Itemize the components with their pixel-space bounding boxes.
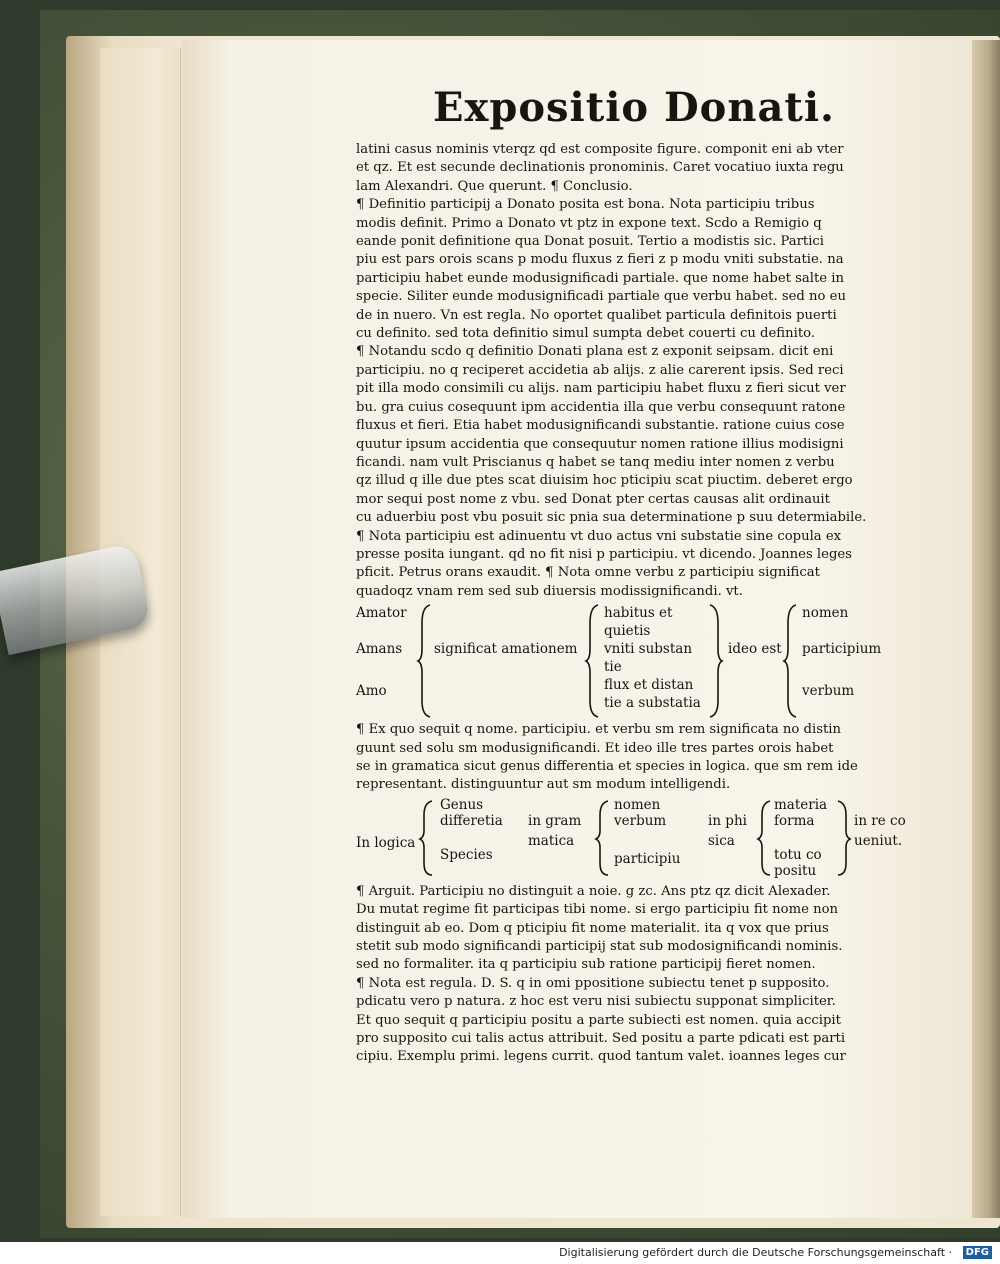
- text-line: cu aduerbiu post vbu posuit sic pnia sua determinatione p suu determiabile.: [356, 510, 867, 526]
- brace: [782, 603, 802, 719]
- paragraph: [356, 196, 912, 343]
- text-line: ¶ Definitio participij a Donato posita est bona. Nota participiu tribus: [356, 197, 815, 213]
- text-line: bu. gra cuius cosequunt ipm accidentia illa que verbu consequunt ratone: [356, 399, 846, 415]
- text-line: ¶ Notandu scdo q definitio Donati plana est z exponit seipsam. dicit eni: [356, 344, 834, 360]
- diagram-term: totu co: [774, 846, 822, 863]
- dfg-logo: DFG: [963, 1246, 992, 1259]
- paragraph: [356, 141, 912, 196]
- diagram-term: Genus: [440, 796, 484, 813]
- text-line: latini casus nominis vterqz qd est composite figure. componit eni ab vter: [356, 142, 844, 157]
- text-line: quadoqz vnam rem sed sub diuersis modissignificandi. vt.: [356, 583, 743, 599]
- text-line: Du mutat regime fit participas tibi nome. si ergo participiu fit nome non: [356, 902, 839, 918]
- diagram-term: tie a substatia: [604, 695, 701, 712]
- text-line: guunt sed solu sm modusignificandi. Et ideo ille tres partes orois habet: [356, 740, 834, 756]
- brace: [584, 603, 604, 719]
- text-line: representant. distinguuntur aut sm modum intelligendi.: [356, 777, 731, 793]
- diagram-term: significat amationem: [434, 641, 578, 658]
- text-line: distinguit ab eo. Dom q pticipiu fit nome materialit. ita q vox que prius: [356, 920, 829, 936]
- text-line: cu definito. sed tota definitio simul sumpta debet couerti cu definito.: [356, 326, 816, 342]
- paragraph: [356, 721, 912, 795]
- diagram-term: flux et distan: [604, 677, 694, 694]
- diagram-amator: [356, 601, 912, 721]
- footer-credit: Digitalisierung gefördert durch die Deutsche Forschungsgemeinschaft ·: [559, 1246, 952, 1259]
- text-line: modis definit. Primo a Donato vt ptz in expone text. Scdo a Remigio q: [356, 215, 822, 231]
- diagram-term: in phi: [708, 812, 747, 829]
- text-line: qz illud q ille due ptes scat diuisim hoc pticipiu scat piuctim. deberet ergo: [356, 473, 853, 489]
- text-line: participiu habet eunde modusignificadi partiale. que nome habet salte in: [356, 270, 845, 286]
- diagram-term: matica: [528, 832, 575, 849]
- text-line: ¶ Ex quo sequit q nome. participiu. et verbu sm rem significata no distin: [356, 722, 841, 738]
- text-line: pro supposito cui talis actus attribuit. Sed positu a parte pdicati est parti: [356, 1031, 846, 1047]
- diagram-term: in re co: [854, 812, 906, 829]
- paragraph: [356, 883, 912, 975]
- brace: [756, 799, 774, 877]
- brace: [836, 799, 854, 877]
- text-line: fluxus et fieri. Etia habet modusignificandi substantie. ratione cuius cose: [356, 418, 845, 434]
- text-line: pficit. Petrus orans exaudit. ¶ Nota omne verbu z participiu significat: [356, 565, 820, 581]
- diagram-term: ideo est: [728, 641, 782, 658]
- gutter-shadow: [972, 40, 1000, 1218]
- diagram-term: Amo: [356, 683, 387, 700]
- diagram-term: nomen: [614, 796, 661, 813]
- diagram-term: vniti substan: [604, 641, 693, 658]
- text-block-3: [356, 883, 912, 1067]
- text-line: mor sequi post nome z vbu. sed Donat pter certas causas alit ordinauit: [356, 491, 830, 507]
- text-line: pdicatu vero p natura. z hoc est veru nisi subiectu supponat simpliciter.: [356, 994, 836, 1010]
- text-line: sed no formaliter. ita q participiu sub ratione participij fieret nomen.: [356, 957, 816, 973]
- text-line: presse posita iungant. qd no fit nisi p participiu. vt dicendo. Joannes leges: [356, 546, 852, 562]
- diagram-term: quietis: [604, 623, 651, 640]
- text-line: ficandi. nam vult Priscianus q habet se tanq mediu inter nomen z verbu: [356, 454, 835, 470]
- diagram-term: participiu: [614, 850, 681, 867]
- diagram-term: verbum: [802, 683, 855, 700]
- diagram-term: differetia: [440, 812, 503, 829]
- page-text: [356, 84, 912, 1067]
- text-block-2: [356, 721, 912, 795]
- text-line: de in nuero. Vn est regla. No oportet qualibet particula definitois puerti: [356, 307, 837, 323]
- text-line: ¶ Nota participiu est adinuentu vt duo actus vni substatie sine copula ex: [356, 528, 842, 544]
- text-line: et qz. Et est secunde declinationis pronominis. Caret vocatiuo iuxta regu: [356, 160, 844, 176]
- paragraph: [356, 975, 912, 1067]
- text-line: ¶ Nota est regula. D. S. q in omi ppositione subiectu tenet p supposito.: [356, 975, 830, 991]
- brace: [416, 603, 436, 719]
- text-line: se in gramatica sicut genus differentia et species in logica. que sm rem ide: [356, 758, 858, 774]
- brace: [708, 603, 726, 719]
- text-line: lam Alexandri. Que querunt. ¶ Conclusio.: [356, 178, 633, 194]
- page-heading: Expositio Donati.: [433, 84, 835, 131]
- diagram-term: forma: [774, 812, 815, 829]
- text-line: eande ponit definitione qua Donat posuit. Tertio a modistis sic. Partici: [356, 234, 825, 250]
- diagram-term: materia: [774, 796, 828, 813]
- brace: [418, 799, 436, 877]
- text-line: participiu. no q reciperet accidetia ab alijs. z alie carerent ipsis. Sed reci: [356, 362, 844, 378]
- diagram-logica: [356, 795, 912, 883]
- diagram-term: sica: [708, 832, 735, 849]
- text-line: cipiu. Exemplu primi. legens currit. quod tantum valet. ioannes leges cur: [356, 1049, 846, 1065]
- diagram-term: ueniut.: [854, 832, 903, 849]
- text-line: pit illa modo consimili cu alijs. nam participiu habet fluxu z fieri sicut ver: [356, 381, 846, 397]
- paragraph: [356, 343, 912, 527]
- brace: [594, 799, 612, 877]
- paragraph: [356, 528, 912, 602]
- footer-bar: [0, 1242, 1000, 1264]
- text-line: piu est pars orois scans p modu fluxus z fieri z p modu vniti substatie. na: [356, 252, 844, 268]
- text-line: ¶ Arguit. Participiu no distinguit a noie. g zc. Ans ptz qz dicit Alexader.: [356, 883, 831, 899]
- diagram-term: Amans: [356, 641, 403, 658]
- diagram-term: Species: [440, 846, 493, 863]
- diagram-term: tie: [604, 659, 622, 676]
- diagram-term: positu: [774, 862, 817, 879]
- diagram-term: in gram: [528, 812, 582, 829]
- diagram-term: participium: [802, 641, 882, 658]
- diagram-term: nomen: [802, 605, 849, 622]
- text-line: Et quo sequit q participiu positu a parte subiecti est nomen. quia accipit: [356, 1012, 841, 1028]
- diagram-term: verbum: [614, 812, 667, 829]
- text-line: stetit sub modo significandi participij stat sub modosignificandi nominis.: [356, 939, 843, 954]
- diagram-term: In logica: [356, 834, 416, 851]
- text-line: specie. Siliter eunde modusignificadi partiale que verbu habet. sed no eu: [356, 289, 846, 305]
- text-line: quutur ipsum accidentia que consequutur nomen ratione illius modisigni: [356, 436, 844, 452]
- text-block-1: [356, 141, 912, 601]
- diagram-term: habitus et: [604, 605, 673, 622]
- diagram-term: Amator: [356, 605, 407, 622]
